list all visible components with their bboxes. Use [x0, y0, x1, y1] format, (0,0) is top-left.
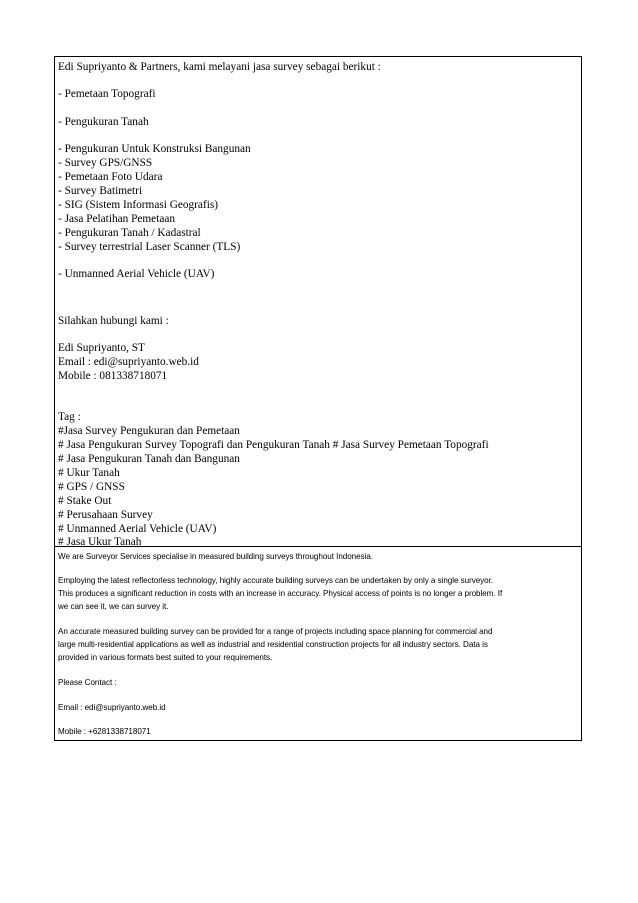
- service-item: - Pengukuran Untuk Konstruksi Bangunan: [58, 143, 251, 155]
- service-item: - SIG (Sistem Informasi Geografis): [58, 199, 219, 211]
- tag-item: #Jasa Survey Pengukuran dan Pemetaan: [58, 425, 240, 437]
- service-item: - Survey Batimetri: [58, 185, 143, 197]
- contact-mobile: Mobile : 081338718071: [58, 370, 168, 382]
- please-contact-label: Please Contact :: [58, 678, 117, 687]
- service-item: - Survey terrestrial Laser Scanner (TLS): [58, 241, 241, 253]
- service-item: - Jasa Pelatihan Pemetaan: [58, 213, 176, 225]
- service-item: - Survey GPS/GNSS: [58, 157, 153, 169]
- about-paragraph-line: large multi-residential applications as well as industrial and residential construction projects for all industry sectors. Data is: [58, 640, 488, 649]
- tag-item: # Stake Out: [58, 495, 112, 507]
- tag-item: # Jasa Pengukuran Survey Topografi dan Pengukuran Tanah # Jasa Survey Pemetaan Topografi: [58, 439, 489, 451]
- service-item: - Pengukuran Tanah / Kadastral: [58, 227, 201, 239]
- service-item: - Pemetaan Topografi: [58, 88, 156, 100]
- tag-item: # Ukur Tanah: [58, 467, 120, 479]
- about-cell: [55, 547, 581, 740]
- service-item: - Pemetaan Foto Udara: [58, 171, 163, 183]
- about-mobile: Mobile : +6281338718071: [58, 727, 151, 736]
- intro-text: Edi Supriyanto & Partners, kami melayani jasa survey sebagai berikut :: [58, 61, 381, 73]
- tag-item: # GPS / GNSS: [58, 481, 125, 493]
- about-paragraph-line: An accurate measured building survey can be provided for a range of projects including space planning for commercial and: [58, 627, 493, 636]
- about-paragraph-line: we can see it, we can survey it.: [58, 602, 169, 611]
- tag-item: # Jasa Pengukuran Tanah dan Bangunan: [58, 453, 240, 465]
- content-table: [54, 56, 582, 741]
- about-paragraph-line: Employing the latest reflectorless technology, highly accurate building surveys can be undertaken by only a single surveyor.: [58, 576, 494, 585]
- tag-item: # Perusahaan Survey: [58, 509, 153, 521]
- about-email: Email : edi@supriyanto.web.id: [58, 703, 166, 712]
- service-item: - Pengukuran Tanah: [58, 116, 149, 128]
- service-item: - Unmanned Aerial Vehicle (UAV): [58, 268, 215, 280]
- about-intro: We are Surveyor Services specialise in measured building surveys throughout Indonesia.: [58, 552, 373, 561]
- contact-heading: Silahkan hubungi kami :: [58, 315, 169, 327]
- about-paragraph-line: provided in various formats best suited to your requirements.: [58, 653, 273, 662]
- tag-item: # Unmanned Aerial Vehicle (UAV): [58, 523, 217, 535]
- tag-item: # Jasa Ukur Tanah: [58, 536, 142, 547]
- contact-email: Email : edi@supriyanto.web.id: [58, 356, 199, 368]
- about-paragraph-line: This produces a significant reduction in costs with an increase in accuracy. Physical access of points is no longer a problem. If: [58, 589, 503, 598]
- services-cell: [55, 57, 581, 547]
- tag-heading: Tag :: [58, 411, 81, 423]
- contact-name: Edi Supriyanto, ST: [58, 342, 145, 354]
